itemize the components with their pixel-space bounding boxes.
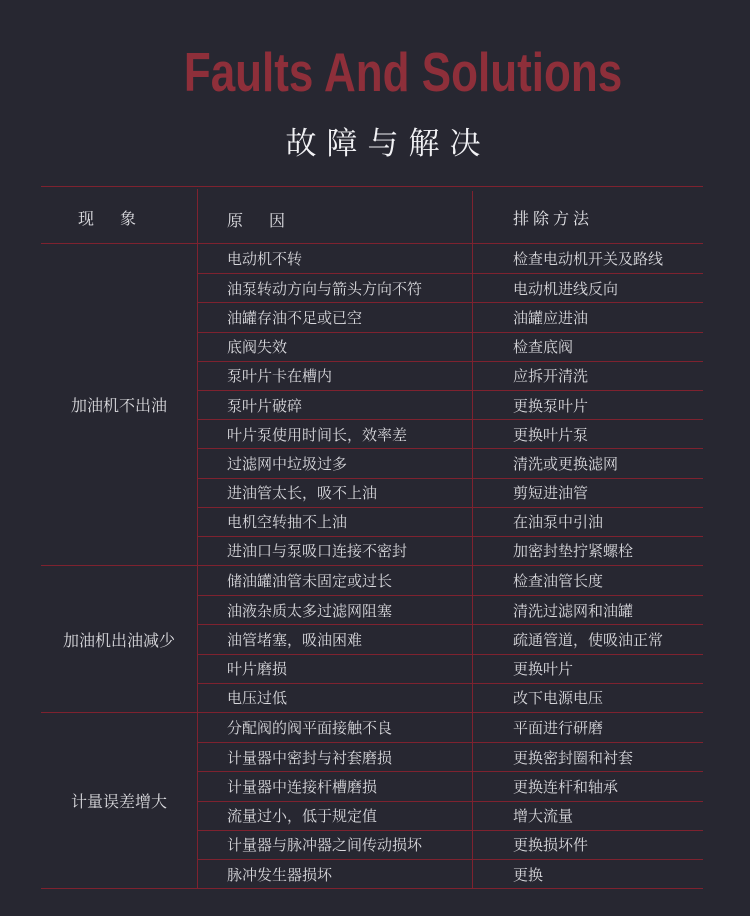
table-row xyxy=(198,448,703,477)
fault-table-body xyxy=(41,244,703,888)
cause-cell: 进油口与泵吸口连接不密封 xyxy=(198,537,473,565)
section-rows xyxy=(198,566,703,712)
page-title-english: Faults And Solutions xyxy=(183,41,623,103)
page-header xyxy=(0,0,750,163)
table-row xyxy=(198,801,703,830)
solution-cell: 平面进行研磨 xyxy=(513,720,604,738)
table-row xyxy=(198,507,703,536)
table-row xyxy=(198,332,703,361)
cause-cell: 泵叶片破碎 xyxy=(198,391,473,419)
table-row xyxy=(198,419,703,448)
fault-section xyxy=(41,565,703,712)
cause-cell: 储油罐油管未固定或过长 xyxy=(198,566,473,595)
table-row xyxy=(198,478,703,507)
cause-cell: 计量器中密封与衬套磨损 xyxy=(198,743,473,771)
table-row xyxy=(198,713,703,742)
solution-cell: 疏通管道，使吸油正常 xyxy=(513,632,664,650)
page-title-chinese: 故障与解决 xyxy=(285,125,491,161)
cause-cell: 计量器中连接杆槽磨损 xyxy=(198,772,473,800)
table-row xyxy=(198,595,703,624)
section-rows xyxy=(198,713,703,888)
table-row xyxy=(198,683,703,712)
solution-cell: 更换密封圈和衬套 xyxy=(513,749,634,767)
solution-cell: 剪短进油管 xyxy=(513,485,589,503)
cause-cell: 过滤网中垃圾过多 xyxy=(198,449,473,477)
header-solution: 排除方法 xyxy=(513,210,594,228)
solution-cell: 电动机进线反向 xyxy=(513,280,619,298)
fault-section xyxy=(41,244,703,565)
table-row xyxy=(198,830,703,859)
phenomenon-cell: 加油机不出油 xyxy=(41,244,198,565)
solution-cell: 应拆开清洗 xyxy=(513,368,589,386)
cause-cell: 泵叶片卡在槽内 xyxy=(198,362,473,390)
table-row xyxy=(198,244,703,273)
header-phenomenon: 现 象 xyxy=(41,189,198,245)
solution-cell: 更换 xyxy=(513,866,544,884)
cause-cell: 油管堵塞，吸油困难 xyxy=(198,625,473,653)
table-row xyxy=(198,361,703,390)
cause-cell: 流量过小，低于规定值 xyxy=(198,802,473,830)
solution-cell: 清洗或更换滤网 xyxy=(513,455,619,473)
cause-cell: 进油管太长，吸不上油 xyxy=(198,479,473,507)
cause-cell: 叶片泵使用时间长，效率差 xyxy=(198,420,473,448)
table-row xyxy=(198,859,703,888)
solution-cell: 加密封垫拧紧螺栓 xyxy=(513,543,634,561)
solution-cell: 在油泵中引油 xyxy=(513,514,604,532)
section-rows xyxy=(198,244,703,565)
table-row xyxy=(198,302,703,331)
table-row xyxy=(198,624,703,653)
table-row xyxy=(198,771,703,800)
cause-cell: 油罐存油不足或已空 xyxy=(198,303,473,331)
table-row xyxy=(198,742,703,771)
fault-table-header-row xyxy=(41,187,703,244)
solution-cell: 清洗过滤网和油罐 xyxy=(513,602,634,620)
solution-cell: 更换叶片泵 xyxy=(513,426,589,444)
table-row xyxy=(198,273,703,302)
phenomenon-cell: 加油机出油减少 xyxy=(41,566,198,712)
cause-cell: 油泵转动方向与箭头方向不符 xyxy=(198,274,473,302)
table-row xyxy=(198,654,703,683)
cause-cell: 底阀失效 xyxy=(198,333,473,361)
solution-cell: 更换连杆和轴承 xyxy=(513,778,619,796)
solution-cell: 改下电源电压 xyxy=(513,690,604,708)
phenomenon-cell: 计量误差增大 xyxy=(41,713,198,888)
solution-cell: 油罐应进油 xyxy=(513,309,589,327)
fault-section xyxy=(41,712,703,888)
solution-cell: 检查电动机开关及路线 xyxy=(513,251,664,269)
cause-cell: 分配阀的阀平面接触不良 xyxy=(198,713,473,742)
cause-cell: 计量器与脉冲器之间传动损坏 xyxy=(198,831,473,859)
cause-cell: 油液杂质太多过滤网阻塞 xyxy=(198,596,473,624)
solution-cell: 更换叶片 xyxy=(513,661,574,679)
cause-cell: 叶片磨损 xyxy=(198,655,473,683)
header-cause: 原 因 xyxy=(198,191,473,247)
fault-table xyxy=(41,186,703,889)
table-row xyxy=(198,536,703,565)
solution-cell: 更换泵叶片 xyxy=(513,397,589,415)
cause-cell: 电机空转抽不上油 xyxy=(198,508,473,536)
cause-cell: 脉冲发生器损坏 xyxy=(198,860,473,888)
cause-cell: 电压过低 xyxy=(198,684,473,712)
solution-cell: 检查底阀 xyxy=(513,339,574,357)
solution-cell: 检查油管长度 xyxy=(513,573,604,591)
cause-cell: 电动机不转 xyxy=(198,244,473,273)
table-row xyxy=(198,566,703,595)
solution-cell: 更换损坏件 xyxy=(513,837,589,855)
solution-cell: 增大流量 xyxy=(513,808,574,826)
table-row xyxy=(198,390,703,419)
